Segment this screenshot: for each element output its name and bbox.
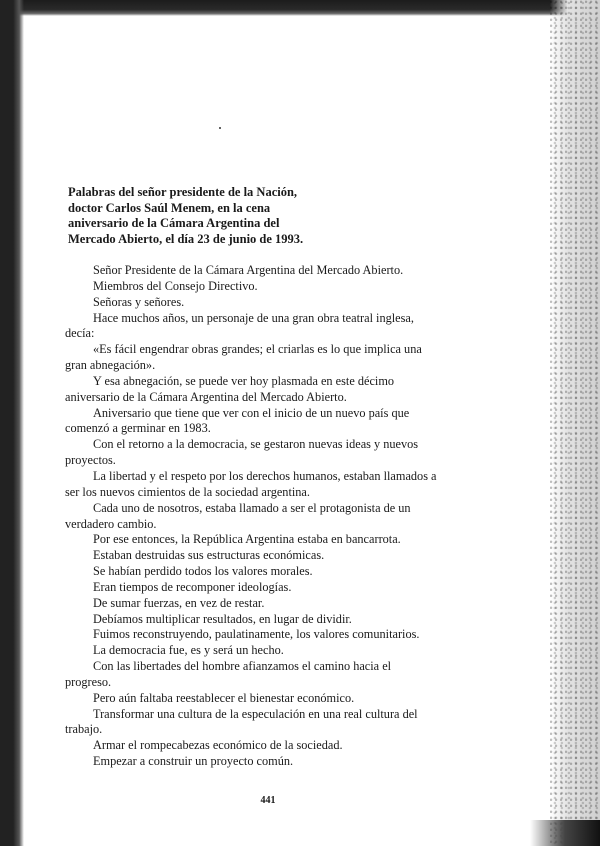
body-line: trabajo. xyxy=(65,722,103,737)
body-line: Transformar una cultura de la especulación en una real cultura del xyxy=(93,706,418,721)
body-line: Eran tiempos de recomponer ideologías. xyxy=(93,579,292,594)
body-line: Miembros del Consejo Directivo. xyxy=(93,278,258,293)
body-line: Hace muchos años, un personaje de una gran obra teatral inglesa, xyxy=(93,310,414,325)
body-line: Estaban destruidas sus estructuras económicas. xyxy=(93,548,325,563)
body-line: Con el retorno a la democracia, se gestaron nuevas ideas y nuevos xyxy=(93,437,419,452)
body-line: Con las libertades del hombre afianzamos el camino hacia el xyxy=(93,659,392,674)
page-number: 441 xyxy=(260,795,276,806)
heading-line: doctor Carlos Saúl Menem, en la cena xyxy=(68,200,271,215)
scan-corner-bottom-right xyxy=(530,820,600,846)
body-line: Se habían perdido todos los valores morales. xyxy=(93,564,313,579)
body-line: progreso. xyxy=(65,674,112,689)
body-line: Señoras y señores. xyxy=(93,294,185,309)
body-line: Por ese entonces, la República Argentina estaba en bancarrota. xyxy=(93,532,401,547)
heading-line: Palabras del señor presidente de la Nación, xyxy=(68,185,298,199)
body-line: Fuimos reconstruyendo, paulatinamente, los valores comunitarios. xyxy=(93,627,420,642)
body-line: La democracia fue, es y será un hecho. xyxy=(93,643,284,658)
body-line: Aniversario que tiene que ver con el inicio de un nuevo país que xyxy=(93,405,410,420)
body-line: Señor Presidente de la Cámara Argentina del Mercado Abierto. xyxy=(93,263,404,277)
body-line: «Es fácil engendrar obras grandes; el criarlas es lo que implica una xyxy=(93,342,422,357)
body-line: verdadero cambio. xyxy=(65,516,157,531)
body-line: Pero aún faltaba reestablecer el bienestar económico. xyxy=(93,690,355,705)
scan-edge-right xyxy=(550,0,600,846)
body-line: ser los nuevos cimientos de la sociedad argentina. xyxy=(65,484,310,499)
body-line: comenzó a germinar en 1983. xyxy=(65,421,211,436)
scan-border-left xyxy=(0,0,24,846)
body-line: Empezar a construir un proyecto común. xyxy=(93,754,294,769)
body-line: Debíamos multiplicar resultados, en lugar de dividir. xyxy=(93,611,352,626)
scan-speck xyxy=(219,127,221,129)
scan-border-top xyxy=(0,0,600,16)
body-line: Armar el rompecabezas económico de la sociedad. xyxy=(93,738,343,753)
body-line: gran abnegación». xyxy=(65,358,156,373)
body-line: Y esa abnegación, se puede ver hoy plasmada en este décimo xyxy=(93,373,395,388)
speech-heading xyxy=(68,185,428,247)
speech-body xyxy=(65,263,465,770)
heading-line: Mercado Abierto, el día 23 de junio de 1993. xyxy=(68,231,304,246)
body-line: De sumar fuerzas, en vez de restar. xyxy=(93,595,265,610)
body-line: proyectos. xyxy=(65,453,116,468)
body-line: aniversario de la Cámara Argentina del Mercado Abierto. xyxy=(65,389,347,404)
heading-line: aniversario de la Cámara Argentina del xyxy=(68,216,280,231)
body-line: Cada uno de nosotros, estaba llamado a ser el protagonista de un xyxy=(93,500,411,515)
body-line: La libertad y el respeto por los derechos humanos, estaban llamados a xyxy=(93,468,437,483)
body-line: decía: xyxy=(65,326,95,341)
